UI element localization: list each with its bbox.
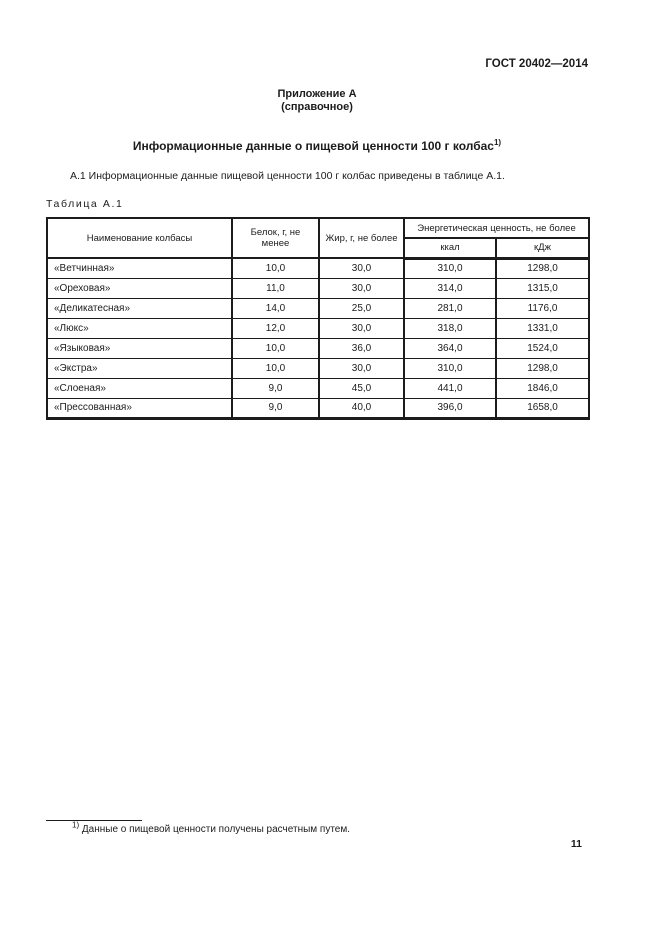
cell-fat: 25,0 [319, 298, 404, 318]
cell-protein: 9,0 [232, 398, 319, 418]
doc-code: ГОСТ 20402—2014 [485, 58, 588, 70]
header-energy-group: Энергетическая ценность, не более [404, 218, 589, 238]
cell-protein: 11,0 [232, 278, 319, 298]
page-number: 11 [570, 838, 582, 850]
header-protein: Белок, г, не менее [232, 218, 319, 258]
table-row [47, 298, 589, 318]
cell-kj: 1298,0 [496, 258, 589, 278]
cell-kcal: 318,0 [404, 318, 496, 338]
cell-protein: 10,0 [232, 358, 319, 378]
nutrition-table [46, 217, 590, 420]
header-kcal: ккал [404, 238, 496, 258]
cell-fat: 30,0 [319, 258, 404, 278]
cell-fat: 36,0 [319, 338, 404, 358]
cell-name: «Люкс» [47, 318, 232, 338]
cell-kj: 1658,0 [496, 398, 589, 418]
cell-kcal: 396,0 [404, 398, 496, 418]
cell-name: «Ореховая» [47, 278, 232, 298]
table-row [47, 338, 589, 358]
title-superscript: 1) [493, 138, 502, 147]
cell-name: «Ветчинная» [47, 258, 232, 278]
cell-kj: 1524,0 [496, 338, 589, 358]
table-body [47, 258, 589, 418]
cell-fat: 30,0 [319, 278, 404, 298]
cell-name: «Прессованная» [47, 398, 232, 418]
cell-kj: 1315,0 [496, 278, 589, 298]
cell-name: «Деликатесная» [47, 298, 232, 318]
cell-fat: 45,0 [319, 378, 404, 398]
intro-paragraph: А.1 Информационные данные пищевой ценности 100 г колбас приведены в таблице А.1. [70, 170, 505, 182]
cell-name: «Слоеная» [47, 378, 232, 398]
footnote-marker: 1) [72, 820, 80, 830]
cell-kcal: 281,0 [404, 298, 496, 318]
cell-protein: 14,0 [232, 298, 319, 318]
footnote [46, 820, 588, 836]
cell-kj: 1331,0 [496, 318, 589, 338]
cell-protein: 9,0 [232, 378, 319, 398]
cell-kcal: 441,0 [404, 378, 496, 398]
appendix-title: Приложение А [277, 88, 357, 100]
footnote-rule [46, 820, 142, 821]
table-row [47, 378, 589, 398]
cell-kj: 1298,0 [496, 358, 589, 378]
page-content [46, 0, 588, 420]
cell-fat: 40,0 [319, 398, 404, 418]
header-fat: Жир, г, не более [319, 218, 404, 258]
table-header [47, 218, 589, 258]
header-name: Наименование колбасы [47, 218, 232, 258]
cell-name: «Языковая» [47, 338, 232, 358]
cell-kcal: 314,0 [404, 278, 496, 298]
cell-fat: 30,0 [319, 358, 404, 378]
appendix-subtitle: (справочное) [281, 101, 353, 113]
table-row [47, 358, 589, 378]
table-row [47, 278, 589, 298]
cell-kcal: 310,0 [404, 258, 496, 278]
page-title-text: Информационные данные о пищевой ценности 100 г колбас [132, 139, 494, 153]
cell-protein: 10,0 [232, 258, 319, 278]
table-row [47, 318, 589, 338]
cell-name: «Экстра» [47, 358, 232, 378]
cell-kj: 1846,0 [496, 378, 589, 398]
cell-fat: 30,0 [319, 318, 404, 338]
table-header-row-1 [47, 218, 589, 238]
cell-kcal: 310,0 [404, 358, 496, 378]
table-label: Таблица А.1 [46, 198, 124, 210]
cell-kj: 1176,0 [496, 298, 589, 318]
table-row [47, 258, 589, 278]
appendix-heading [46, 88, 588, 114]
page-title [46, 139, 588, 153]
table-row [47, 398, 589, 418]
footnote-text: Данные о пищевой ценности получены расчетным путем. [79, 824, 351, 835]
header-kj: кДж [496, 238, 589, 258]
footnote-body [46, 820, 588, 836]
cell-kcal: 364,0 [404, 338, 496, 358]
cell-protein: 12,0 [232, 318, 319, 338]
cell-protein: 10,0 [232, 338, 319, 358]
